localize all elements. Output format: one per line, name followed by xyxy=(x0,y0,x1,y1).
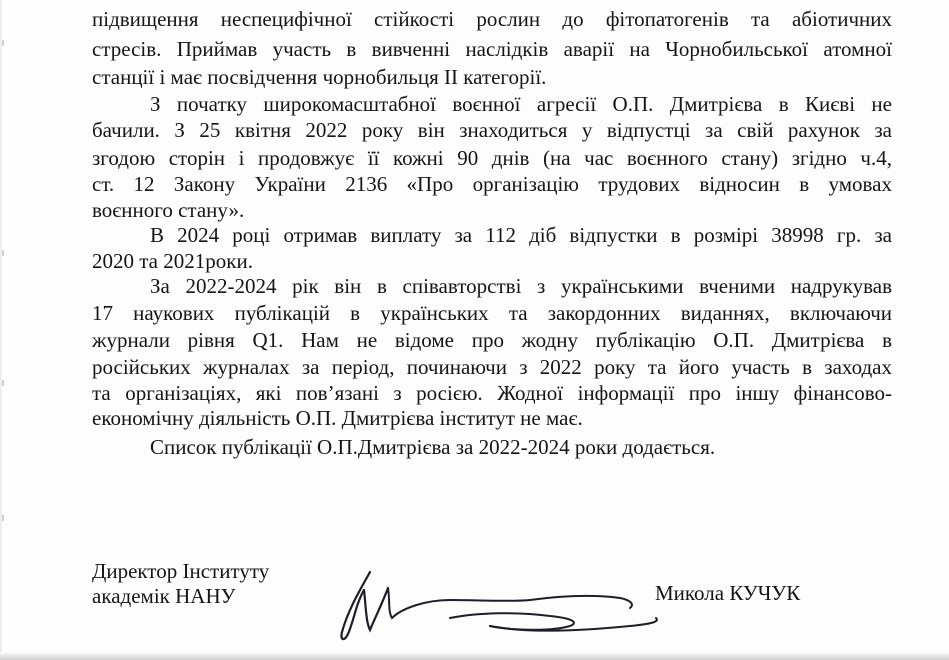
signatory-title: академік НАНУ xyxy=(92,584,236,608)
text-line: З початку широкомасштабної воєнної агресії О.П. Дмитрієва в Києві не xyxy=(150,92,892,116)
text-line: Список публікації О.П.Дмитрієва за 2022-2024 роки додається. xyxy=(150,435,716,459)
signatory-name: Микола КУЧУК xyxy=(655,581,801,605)
text-line: підвищення неспецифічної стійкості рослин до фітопатогенів та абіотичних xyxy=(92,7,892,31)
scan-mark xyxy=(2,380,4,386)
text-line: згодою сторін і продовжує її кожні 90 днів (на час воєнного стану) згідно ч.4, xyxy=(92,146,892,170)
text-line: ст. 12 Закону України 2136 «Про організацію трудових відносин в умовах xyxy=(92,172,892,196)
text-line: бачили. З 25 квітня 2022 року він знаходиться у відпустці за свій рахунок за xyxy=(92,118,892,142)
text-line: В 2024 році отримав виплату за 112 діб відпустки в розмірі 38998 гр. за xyxy=(150,223,892,247)
scan-mark xyxy=(2,40,4,46)
text-line: 17 наукових публікацій в українських та закордонних виданнях, включаючи xyxy=(92,301,892,325)
text-line: російських журналах за період, починаючи з 2022 року та його участь в заходах xyxy=(92,355,892,379)
text-line: журнали рівня Q1. Нам не відоме про жодну публікацію О.П. Дмитрієва в xyxy=(92,328,892,352)
scan-edge-left xyxy=(0,0,3,660)
text-line: За 2022-2024 рік він в співавторстві з українськими вченими надрукував xyxy=(150,274,892,298)
scan-edge-bottom xyxy=(0,652,949,660)
text-line: станції і має посвідчення чорнобильця ІІ категорії. xyxy=(92,65,547,89)
text-line: стресів. Приймав участь в вивченні наслідків аварії на Чорнобильської атомної xyxy=(92,37,892,61)
text-line: воєнного стану». xyxy=(92,198,245,222)
scan-mark xyxy=(2,250,4,256)
scan-mark xyxy=(2,515,4,521)
text-line: 2020 та 2021роки. xyxy=(92,249,253,273)
text-line: та організаціях, які пов’язані з росією. Жодної інформації про іншу фінансово- xyxy=(92,381,892,405)
handwritten-signature xyxy=(330,560,670,650)
text-line: економічну діяльність О.П. Дмитрієва інститут не має. xyxy=(92,406,583,430)
signatory-position: Директор Інституту xyxy=(92,559,270,583)
